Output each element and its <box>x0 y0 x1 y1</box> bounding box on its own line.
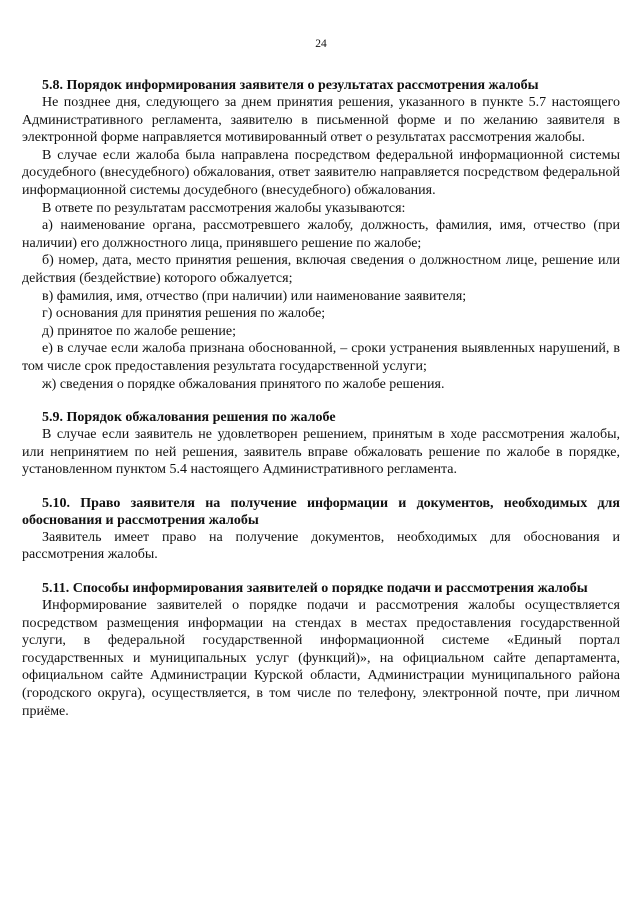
section-5-10 <box>22 495 620 564</box>
paragraph: В случае если жалоба была направлена посредством федеральной информационной системы досудебного (внесудебного) обжалования, ответ заявителю направляется посредством федеральной информационной системы досудебного (внесудебного) обжалования. <box>22 147 620 198</box>
section-heading: 5.8. Порядок информирования заявителя о результатах рассмотрения жалобы <box>42 78 539 93</box>
list-item: а) наименование органа, рассмотревшего жалобу, должность, фамилия, имя, отчество (при наличии) его должностного лица, принявшего решение по жалобе; <box>22 218 620 251</box>
paragraph: Заявитель имеет право на получение документов, необходимых для обоснования и рассмотрения жалобы. <box>22 529 620 563</box>
list-item: б) номер, дата, место принятия решения, включая сведения о должностном лице, решение или действия (бездействие) которого обжалуется; <box>22 253 620 286</box>
list-item: г) основания для принятия решения по жалобе; <box>42 306 326 322</box>
page-number: 24 <box>315 38 327 50</box>
list-item: е) в случае если жалоба признана обоснованной, – сроки устранения выявленных нарушений, в том числе срок предоставления результата государственной услуги; <box>22 341 620 374</box>
section-heading: 5.9. Порядок обжалования решения по жалобе <box>42 410 336 426</box>
section-5-8 <box>22 77 620 393</box>
paragraph: Не позднее дня, следующего за днем принятия решения, указанного в пункте 5.7 настоящего Административного регламента, заявителю в письменной форме и по желанию заявителя в электронной форме направляется мотивированный ответ о результатах рассмотрения жалобы. <box>22 95 620 146</box>
list-item: д) принятое по жалобе решение; <box>42 323 236 339</box>
section-heading: 5.11. Способы информирования заявителей о порядке подачи и рассмотрения жалобы <box>42 581 588 597</box>
list-item: ж) сведения о порядке обжалования принятого по жалобе решения. <box>42 376 445 392</box>
section-5-11 <box>22 580 620 720</box>
paragraph: В ответе по результатам рассмотрения жалобы указываются: <box>42 200 406 216</box>
section-heading: 5.10. Право заявителя на получение информации и документов, необходимых для обоснования и рассмотрения жалобы <box>22 495 620 528</box>
section-5-9 <box>22 409 620 479</box>
document-page <box>22 0 620 720</box>
list-item: в) фамилия, имя, отчество (при наличии) или наименование заявителя; <box>42 288 467 304</box>
paragraph: В случае если заявитель не удовлетворен решением, принятым в ходе рассмотрения жалобы, или непринятием по ней решения, заявитель вправе обжаловать решение по жалобе в порядке, установленном пунктом 5.4 настоящего Административного регламента. <box>22 427 620 478</box>
paragraph: Информирование заявителей о порядке подачи и рассмотрения жалобы осуществляется посредством размещения информации на стендах в местах предоставления государственной услуги, в федеральной государственной информационной системе «Единый портал государственных и муниципальных услуг (функций)», на официальном сайте департамента, официальном сайте Администрации Курской области, Администрации муниципального района (городского округа), осуществляется, в том числе по телефону, электронной почте, при личном приёме. <box>22 598 620 719</box>
